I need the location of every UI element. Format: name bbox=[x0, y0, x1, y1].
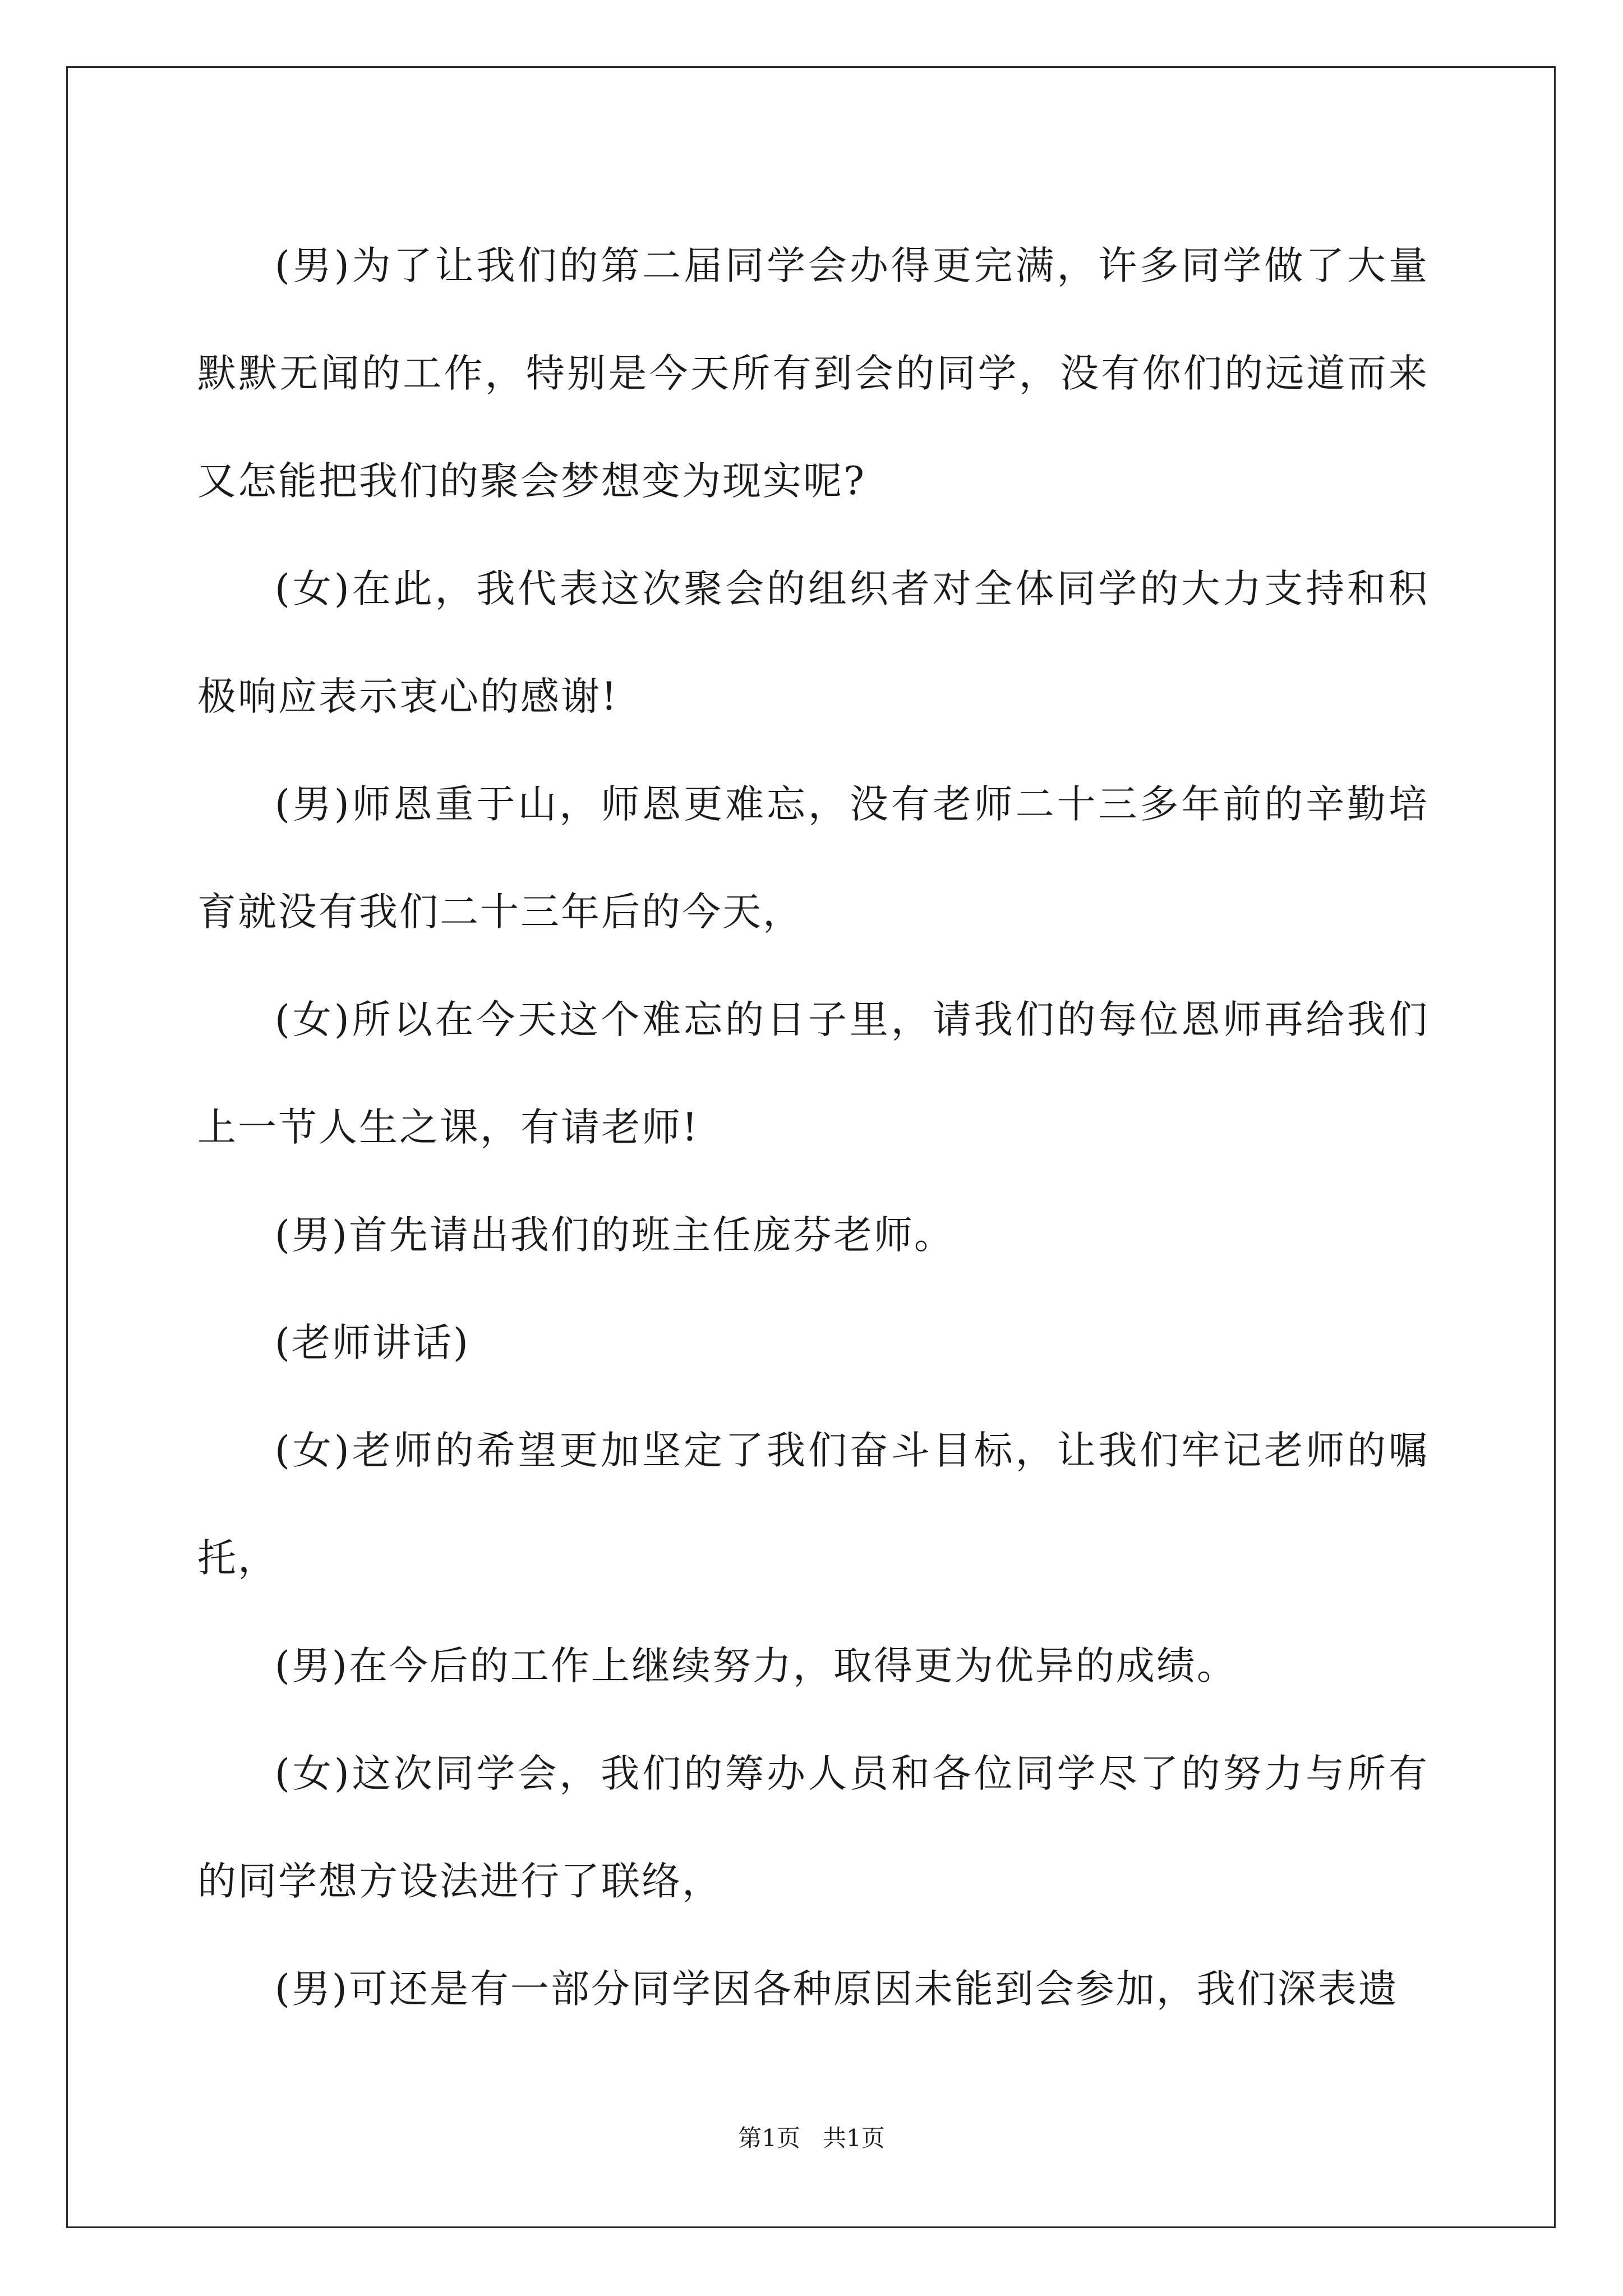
paragraph: (女)这次同学会，我们的筹办人员和各位同学尽了的努力与所有的同学想方设法进行了联络， bbox=[197, 1751, 1429, 1904]
page-footer bbox=[0, 2122, 1623, 2155]
paragraph: (女)老师的希望更加坚定了我们奋斗目标，让我们牢记老师的嘱托， bbox=[197, 1428, 1429, 1581]
paragraph: (男)为了让我们的第二届同学会办得更完满，许多同学做了大量默默无闻的工作，特别是今天所有到会的同学，没有你们的远道而来又怎能把我们的聚会梦想变为现实呢? bbox=[197, 243, 1429, 504]
paragraph: (男)师恩重于山，师恩更难忘，没有老师二十三多年前的辛勤培育就没有我们二十三年后的今天， bbox=[197, 782, 1429, 935]
document-body bbox=[197, 212, 1429, 2043]
page-total: 共1页 bbox=[823, 2124, 885, 2152]
page-number: 第1页 bbox=[738, 2124, 800, 2152]
paragraph: (女)所以在今天这个难忘的日子里，请我们的每位恩师再给我们上一节人生之课，有请老师! bbox=[197, 997, 1429, 1150]
paragraph: (男)可还是有一部分同学因各种原因未能到会参加，我们深表遗 bbox=[275, 1967, 1399, 2012]
paragraph: (老师讲话) bbox=[275, 1320, 470, 1365]
paragraph: (男)首先请出我们的班主任庞芬老师。 bbox=[275, 1213, 955, 1258]
paragraph: (男)在今后的工作上继续努力，取得更为优异的成绩。 bbox=[275, 1644, 1237, 1688]
paragraph: (女)在此，我代表这次聚会的组织者对全体同学的大力支持和积极响应表示衷心的感谢! bbox=[197, 567, 1429, 719]
